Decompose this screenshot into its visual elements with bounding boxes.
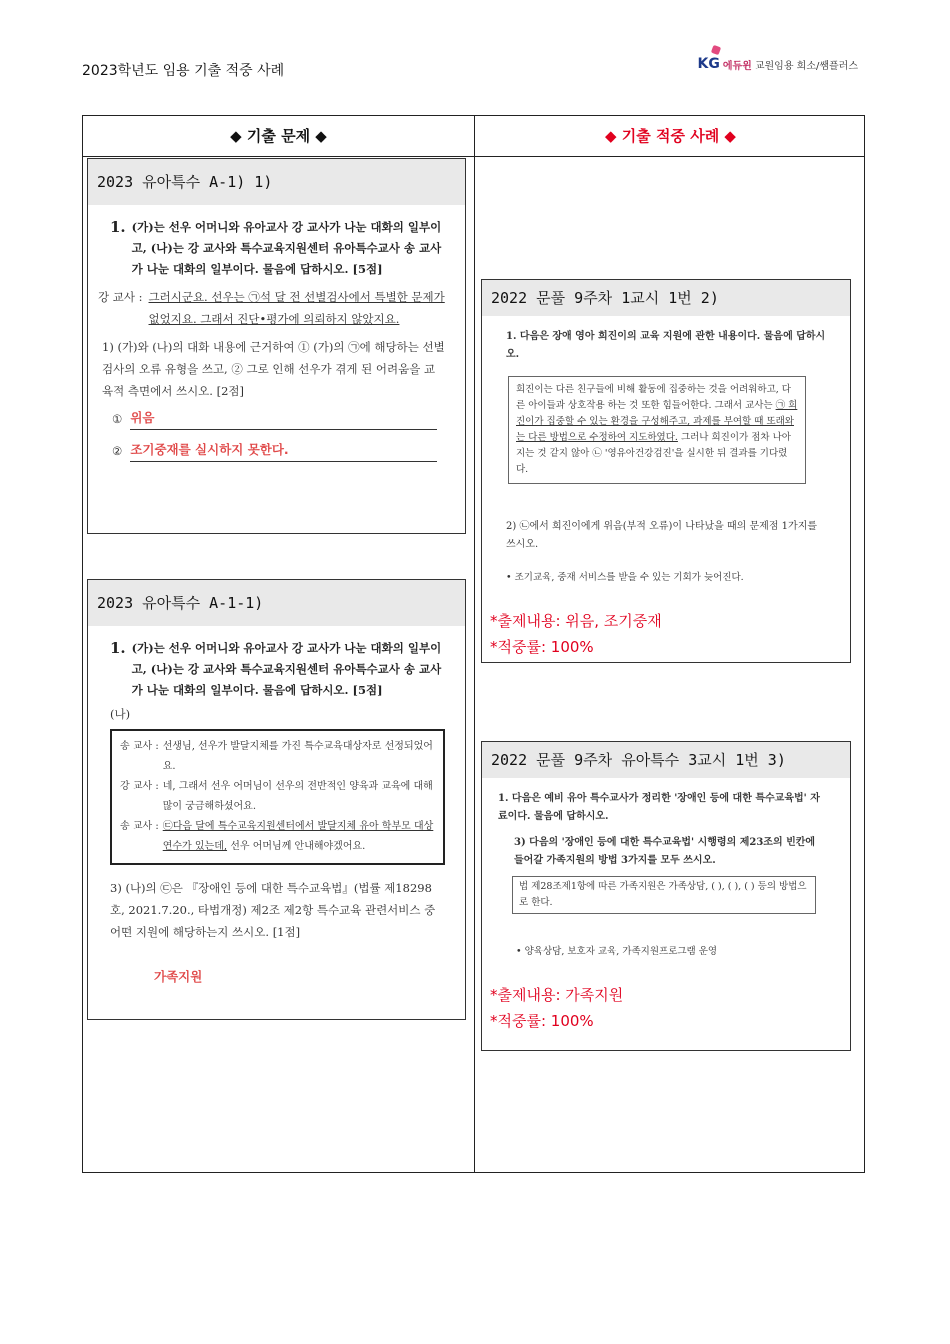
question-stem: 1. (가)는 선우 어머니와 유아교사 강 교사가 나눈 대화의 일부이고, (나)는 강 교사와 특수교육지원센터 유아특수교사 송 교사가 나눈 대화의 일부이다. 물음에 답하시오. [5점] <box>110 639 442 697</box>
question-stem: 1. 다음은 예비 유아 특수교사가 정리한 '장애인 등에 대한 특수교육법' 자료이다. 물음에 답하시오. <box>498 793 820 822</box>
hit-rate-note: *적중률: 100% <box>490 1012 594 1030</box>
sub-question: 2) ㉡에서 희진이에게 위음(부적 오류)이 나타났을 때의 문제점 1가지를 쓰시오. <box>506 521 818 550</box>
model-answer: • 양육상담, 보호자 교육, 가족지원프로그램 운영 <box>516 946 718 957</box>
logo-eduwin: 에듀윈 <box>722 60 752 72</box>
column-divider <box>474 116 475 1172</box>
prediction-heading: 2022 문풀 9주차 1교시 1번 2) <box>482 280 850 316</box>
dialog-line: 강 교사 : 그러시군요. 선우는 ㉠석 달 전 선별검사에서 특별한 문제가 없었지요. 그래서 진단•평가에 의뢰하지 않았지요. <box>98 290 445 326</box>
dialog-line: 송 교사 : 선생님, 선우가 발달지체를 가진 특수교육대상자로 선정되었어요. <box>120 741 433 772</box>
label-na: (나) <box>110 707 131 721</box>
prediction-box-2 <box>481 741 851 1051</box>
page-title: 2023학년도 임용 기출 적중 사례 <box>82 63 285 79</box>
exam-question-heading: 2023 유아특수 A-1) 1) <box>88 159 465 205</box>
answer-text-2: 조기중재를 실시하지 못한다. <box>130 440 437 462</box>
content-note: *출제내용: 가족지원 <box>490 986 624 1004</box>
answer-row-1: ① 위음 <box>112 408 437 430</box>
publisher-logo <box>698 50 858 72</box>
logo-subtitle: 교원임용 희소/쌤플러스 <box>754 60 858 72</box>
sub-question: 3) 다음의 '장애인 등에 대한 특수교육법' 시행령의 제23조의 빈칸에 들어갈 가족지원의 방법 3가지를 모두 쓰시오. <box>514 837 816 866</box>
question-stem: 1. (가)는 선우 어머니와 유아교사 강 교사가 나눈 대화의 일부이고, (나)는 강 교사와 특수교육지원센터 유아특수교사 송 교사가 나눈 대화의 일부이다. 물음에 답하시오. [5점] <box>110 218 442 276</box>
scenario-box: 희진이는 다른 친구들에 비해 활동에 집중하는 것을 어려워하고, 다른 아이들과 상호작용 하는 것 또한 힘들어한다. 그래서 교사는 ㉠ 희진이가 집중할 수 있는 환경을 구성해주고, 과제를 부여할 때 또래와는 다른 방법으로 수정하여 지도하였다. 그러나 희진이가 점차 나아지는 것 같지 않아 ㉡ '영유아건강검진'을 실시한 뒤 결과를 기다렸다. <box>508 376 806 484</box>
hit-rate-note: *적중률: 100% <box>490 638 594 656</box>
statute-box: 법 제28조제1항에 따른 가족지원은 가족상담, ( ), ( ), ( ) 등의 방법으로 한다. <box>512 876 816 914</box>
prediction-box-1 <box>481 279 851 663</box>
exam-question-box-2 <box>87 579 466 1020</box>
content-note: *출제내용: 위음, 조기중재 <box>490 612 662 630</box>
dialog-line: 강 교사 : 네, 그래서 선우 어머님이 선우의 전반적인 양육과 교육에 대해 많이 궁금해하셨어요. <box>120 781 433 812</box>
model-answer: • 조기교육, 중재 서비스를 받을 수 있는 기회가 늦어진다. <box>506 572 744 583</box>
exam-question-box-1 <box>87 158 466 534</box>
answer-text: 가족지원 <box>154 969 203 984</box>
logo-kg: KG <box>698 50 720 72</box>
logo-mark-icon <box>710 45 720 55</box>
prediction-heading: 2022 문풀 9주차 유아특수 3교시 1번 3) <box>482 742 850 778</box>
sub-question: 3) (나)의 ㉢은 『장애인 등에 대한 특수교육법』(법률 제18298호, 2021.7.20., 타법개정) 제2조 제2항 특수교육 관련서비스 중 어떤 지원에 해당하는지 쓰시오. [1점] <box>110 881 436 939</box>
question-stem: 1. 다음은 장애 영아 희진이의 교육 지원에 관한 내용이다. 물음에 답하시오. <box>506 331 826 360</box>
sub-question: 1) (가)와 (나)의 대화 내용에 근거하여 ① (가)의 ㉠에 해당하는 선별검사의 오류 유형을 쓰고, ② 그로 인해 선우가 겪게 된 어려움을 교육적 측면에서 쓰시오. [2점] <box>102 340 445 398</box>
exam-question-heading: 2023 유아특수 A-1-1) <box>88 580 465 626</box>
answer-text-1: 위음 <box>130 408 437 430</box>
dialog-line: 송 교사 : ㉢다음 달에 특수교육지원센터에서 발달지체 유아 학부모 대상 연수가 있는데, 선우 어머님께 안내해야겠어요. <box>120 821 434 852</box>
answer-row-2: ② 조기중재를 실시하지 못한다. <box>112 440 437 462</box>
left-column-title: ◆ 기출 문제 ◆ <box>230 127 327 145</box>
right-column-title: ◆ 기출 적중 사례 ◆ <box>605 127 736 145</box>
dialog-box <box>110 729 445 865</box>
